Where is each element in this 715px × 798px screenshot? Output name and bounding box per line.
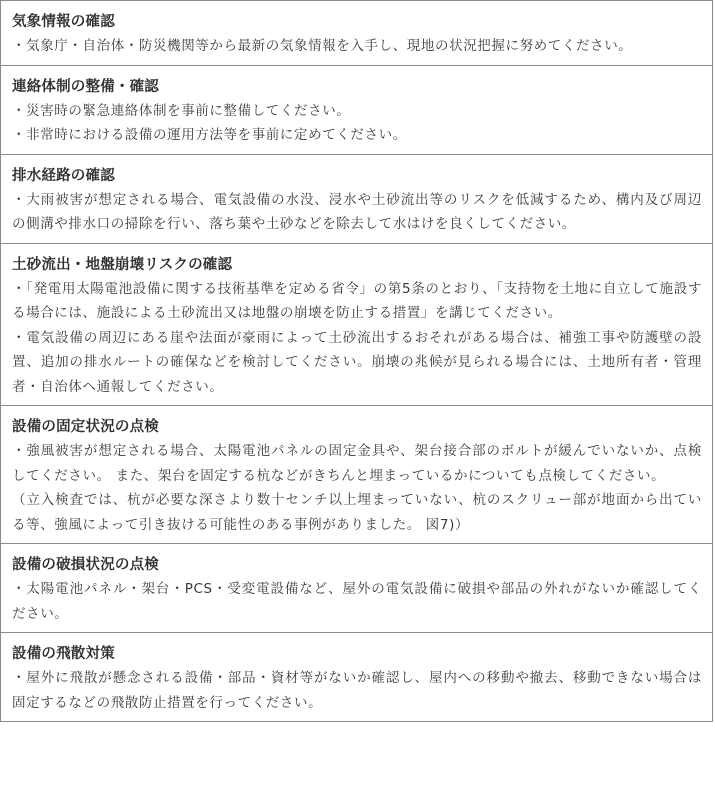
section-body xyxy=(12,188,702,237)
section-damage-inspection xyxy=(1,544,712,633)
section-body xyxy=(12,577,702,626)
section-weather-info xyxy=(1,1,712,66)
section-text: ・大雨被害が想定される場合、電気設備の水没、浸水や土砂流出等のリスクを低減するため、構内及び周辺の側溝や排水口の掃除を行い、落ち葉や土砂などを除去して水はけを良くしてください。 xyxy=(12,191,702,232)
section-text: ・災害時の緊急連絡体制を事前に整備してください。 xyxy=(12,102,351,119)
section-title: 設備の固定状況の点検 xyxy=(12,419,159,435)
section-text: ・電気設備の周辺にある崖や法面が豪雨によって土砂流出するおそれがある場合は、補強工事や防護壁の設置、追加の排水ルートの確保などを検討してください。崩壊の兆候が見られる場合には、土地所有者・管理者・自治体へ通報してください。 xyxy=(12,329,702,395)
section-title: 気象情報の確認 xyxy=(12,14,115,30)
section-text: ・非常時における設備の運用方法等を事前に定めてください。 xyxy=(12,127,407,143)
section-body xyxy=(12,277,702,400)
section-title: 排水経路の確認 xyxy=(12,167,115,184)
section-text: ・気象庁・自治体・防災機関等から最新の気象情報を入手し、現地の状況把握に努めてください。 xyxy=(12,38,633,54)
section-text: ・強風被害が想定される場合、太陽電池パネルの固定金具や、架台接合部のボルトが緩んでいないか、点検してください。 また、架台を固定する杭などがきちんと埋まっているかについても点検してください。 xyxy=(12,443,702,484)
section-text: （立入検査では、杭が必要な深さより数十センチ以上埋まっていない、杭のスクリュー部が地面から出ている等、強風によって引き抜ける可能性のある事例がありました。 図7)） xyxy=(12,492,702,533)
section-fixing-inspection xyxy=(1,406,712,544)
section-title: 連絡体制の整備・確認 xyxy=(12,78,159,95)
section-body xyxy=(12,666,702,715)
section-title: 設備の飛散対策 xyxy=(12,646,115,662)
section-title: 設備の破損状況の点検 xyxy=(12,557,159,573)
section-body xyxy=(12,34,702,59)
section-drainage xyxy=(1,155,712,244)
section-body xyxy=(12,439,702,537)
section-text: ・太陽電池パネル・架台・PCS・受変電設備など、屋外の電気設備に破損や部品の外れがないか確認してください。 xyxy=(12,581,702,622)
section-scatter-prevention xyxy=(1,633,712,722)
section-text: ・「発電用太陽電池設備に関する技術基準を定める省令」の第5条のとおり、「支持物を土地に自立して施設する場合には、施設による土砂流出又は地盤の崩壊を防止する措置」を講じてください。 xyxy=(12,280,702,321)
section-body xyxy=(12,99,702,148)
section-landslide-risk xyxy=(1,244,712,407)
section-contact-system xyxy=(1,66,712,155)
section-text: ・屋外に飛散が懸念される設備・部品・資材等がないか確認し、屋内への移動や撤去、移動できない場合は固定するなどの飛散防止措置を行ってください。 xyxy=(12,670,702,711)
section-title: 土砂流出・地盤崩壊リスクの確認 xyxy=(12,256,233,273)
